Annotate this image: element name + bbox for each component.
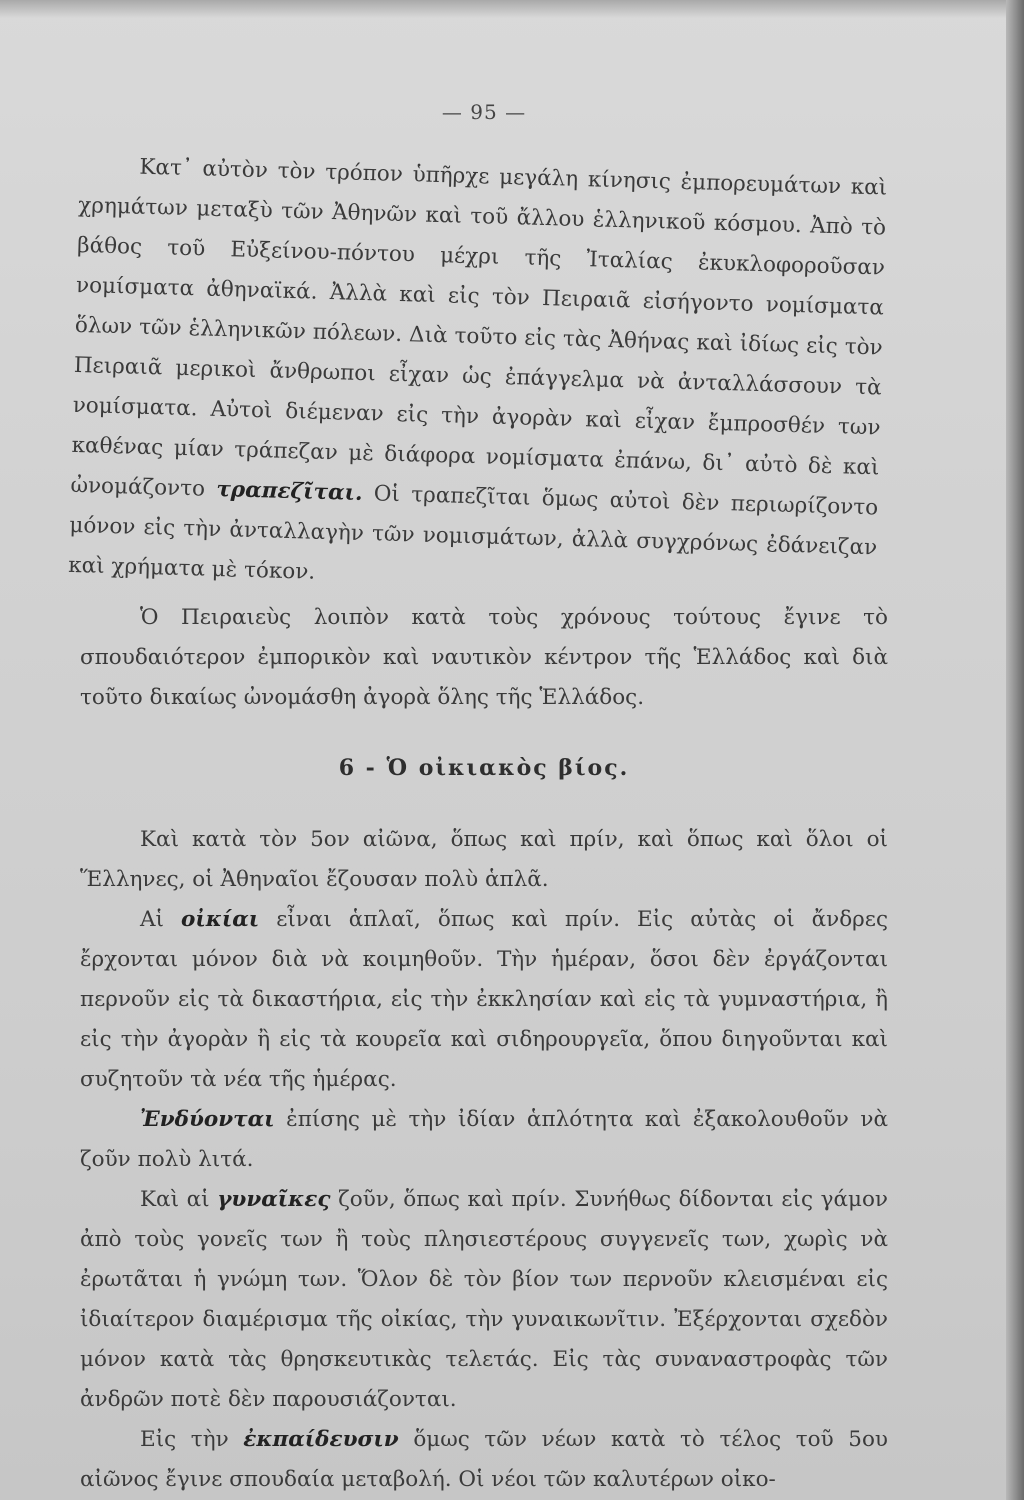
term-clothing: Ἐνδύονται [140,1107,275,1132]
paragraph-education-text: ὅμως τῶν νέων κατὰ τὸ τέλος τοῦ 5ου αἰῶνος ἔγινε σπουδαία μεταβολή. Οἱ νέοι τῶν καλυτέρων οἰκο- [80,1427,888,1492]
paragraph-women-pre: Καὶ αἱ [140,1187,210,1212]
paragraph-women [80,1180,888,1420]
paragraph-simple-life: Καὶ κατὰ τὸν 5ον αἰῶνα, ὅπως καὶ πρίν, καὶ ὅπως καὶ ὅλοι οἱ Ἕλληνες, οἱ Ἀθηναῖοι ἔζουσαν πολὺ ἁπλᾶ. [80,827,888,892]
term-education: ἐκπαίδευσιν [243,1427,399,1452]
paragraph-piraeus: Ὁ Πειραιεὺς λοιπὸν κατὰ τοὺς χρόνους τούτους ἔγινε τὸ σπουδαιότερον ἐμπορικὸν καὶ ναυτικὸν κέντρον τῆς Ἑλλάδος καὶ διὰ τοῦτο δικαίως ὠνομάσθη ἀγορὰ ὅλης τῆς Ἑλλάδος. [80,605,888,710]
paragraph-trade-text-2: Οἱ τραπεζῖται ὅμως αὐτοὶ δὲν περιωρίζοντο μόνον εἰς τὴν ἀνταλλαγὴν τῶν νομισμάτων, ἀλλὰ συγχρόνως ἐδάνειζαν καὶ χρήματα μὲ τόκον. [67,481,879,585]
term-bankers: τραπεζῖται. [216,476,363,507]
paragraph-houses [80,900,888,1100]
paragraph-clothing-text: ἐπίσης μὲ τὴν ἰδίαν ἁπλότητα καὶ ἐξακολουθοῦν νὰ ζοῦν πολὺ λιτά. [80,1107,888,1172]
section-heading: 6 - Ὁ οἰκιακὸς βίος. [338,755,630,781]
paragraph-houses-pre: Αἱ [140,907,164,932]
term-houses: οἰκίαι [180,907,260,932]
page-edge [1006,0,1024,1500]
paragraph-education [80,1420,888,1500]
paragraph-education-pre: Εἰς τὴν [140,1427,229,1452]
paragraph-trade-text-1: Κατ᾽ αὐτὸν τὸν τρόπον ὑπῆρχε μεγάλη κίνησις ἐμπορευμάτων καὶ χρημάτων μεταξὺ τῶν Ἀθηνῶν καὶ τοῦ ἄλλου ἑλληνικοῦ κόσμου. Ἀπὸ τὸ βάθος τοῦ Εὐξείνου-πόντου μέχρι τῆς Ἰταλίας ἐκυκλοφοροῦσαν νομίσματα ἀθηναϊκά. Ἀλλὰ καὶ εἰς τὸν Πειραιᾶ εἰσήγοντο νομίσματα ὅλων τῶν ἑλληνικῶν πόλεων. Διὰ τοῦτο εἰς τὰς Ἀθήνας καὶ ἰδίως εἰς τὸν Πειραιᾶ μερικοὶ ἄνθρωποι εἶχαν ὡς ἐπάγγελμα νὰ ἀνταλλάσσουν τὰ νομίσματα. Αὐτοὶ διέμεναν εἰς τὴν ἀγορὰν καὶ εἶχαν ἔμπροσθέν των καθένας μίαν τράπεζαν μὲ διάφορα νομίσματα ἐπάνω, δι᾽ αὐτὸ δὲ καὶ ὠνομάζοντο [70,154,888,502]
top-shadow [0,0,1010,18]
paragraph-trade [68,146,888,608]
paragraph-women-text: ζοῦν, ὅπως καὶ πρίν. Συνήθως δίδονται εἰς γάμον ἀπὸ τοὺς γονεῖς των ἢ τοὺς πλησιεστέρους συγγενεῖς των, χωρὶς νὰ ἐρωτᾶται ἡ γνώμη των. Ὅλον δὲ τὸν βίον των περνοῦν κλεισμέναι εἰς ἰδιαίτερον διαμέρισμα τῆς οἰκίας, τὴν γυναικωνῖτιν. Ἐξέρχονται σχεδὸν μόνον κατὰ τὰς θρησκευτικὰς τελετάς. Εἰς τὰς συναναστροφὰς τῶν ἀνδρῶν ποτὲ δὲν παρουσιάζονται. [80,1187,888,1412]
paragraph-houses-text: εἶναι ἁπλαῖ, ὅπως καὶ πρίν. Εἰς αὐτὰς οἱ ἄνδρες ἔρχονται μόνον διὰ νὰ κοιμηθοῦν. Τὴν ἡμέραν, ὅσοι δὲν ἐργάζονται περνοῦν εἰς τὰ δικαστήρια, εἰς τὴν ἐκκλησίαν καὶ εἰς τὰ γυμναστήρια, ἢ εἰς τὴν ἀγορὰν ἢ εἰς τὰ κουρεῖα καὶ σιδηρουργεῖα, ὅπου διηγοῦνται καὶ συζητοῦν τὰ νέα τῆς ἡμέρας. [80,907,888,1092]
term-women: γυναῖκες [217,1187,331,1212]
paragraph-clothing [80,1100,888,1180]
page-text [67,92,888,1500]
page-number: — 95 — [441,100,527,124]
